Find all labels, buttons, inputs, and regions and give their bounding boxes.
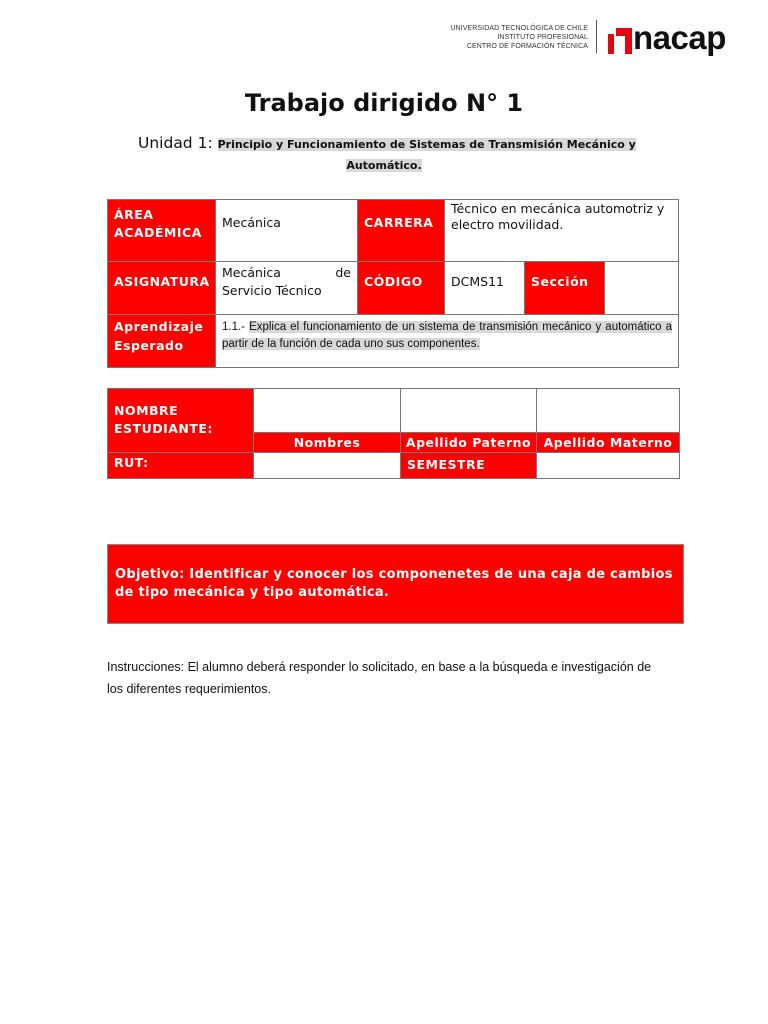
carrera-label: CARRERA: [357, 199, 445, 262]
semestre-input[interactable]: [536, 452, 680, 479]
col-apellido-paterno: Apellido Paterno: [400, 432, 537, 453]
unit-label: Unidad 1:: [138, 134, 213, 152]
carrera-value: Técnico en mecánica automotriz y electro movilidad.: [444, 199, 679, 262]
nombre-estudiante-label: NOMBRE ESTUDIANTE:: [107, 388, 254, 453]
instructions-text: Instrucciones: El alumno deberá responder lo solicitado, en base a la búsqueda e investigación de los diferentes requerimientos.: [107, 660, 652, 696]
unit-name-cont: Automático.: [346, 159, 422, 172]
rut-input[interactable]: [253, 452, 401, 479]
logo-text: nacap: [633, 19, 726, 56]
inacap-logo-mark-icon: [608, 28, 632, 54]
unit-line: [138, 134, 636, 152]
seccion-label: Sección: [524, 261, 605, 315]
col-nombres: Nombres: [253, 432, 401, 453]
rut-label: RUT:: [107, 452, 254, 479]
aprendizaje-label: Aprendizaje Esperado: [107, 314, 216, 368]
aprendizaje-value: [215, 314, 679, 368]
area-label: ÁREA ACADÉMICA: [107, 199, 216, 262]
area-value: Mecánica: [215, 199, 358, 262]
institution-line-3: CENTRO DE FORMACIÓN TÉCNICA: [466, 43, 588, 50]
codigo-value: DCMS11: [444, 261, 525, 315]
apellido-paterno-input[interactable]: [400, 388, 537, 433]
institution-block: [450, 24, 588, 51]
asignatura-value: Mecánica de Servicio Técnico: [215, 261, 358, 315]
aprendizaje-number: 1.1.-: [222, 321, 246, 333]
header-divider: [596, 20, 597, 53]
unit-line-2: [0, 159, 768, 172]
nombres-input[interactable]: [253, 388, 401, 433]
aprendizaje-text: Explica el funcionamiento de un sistema de transmisión mecánico y automático a partir de la función de cada uno sus componentes.: [222, 321, 672, 350]
apellido-materno-input[interactable]: [536, 388, 680, 433]
seccion-value: [604, 261, 679, 315]
institution-line-2: INSTITUTO PROFESIONAL: [497, 34, 588, 41]
asignatura-label: ASIGNATURA: [107, 261, 216, 315]
objective-text: Objetivo: Identificar y conocer los componenetes de una caja de cambios de tipo mecánica y tipo automática.: [115, 567, 673, 600]
objective-box: [107, 544, 684, 624]
semestre-label: SEMESTRE: [400, 452, 537, 479]
codigo-label: CÓDIGO: [357, 261, 445, 315]
unit-name: Principio y Funcionamiento de Sistemas de Transmisión Mecánico y: [217, 138, 636, 151]
col-apellido-materno: Apellido Materno: [536, 432, 680, 453]
page-title: Trabajo dirigido N° 1: [244, 89, 524, 117]
institution-line-1: UNIVERSIDAD TECNOLÓGICA DE CHILE: [450, 25, 588, 32]
